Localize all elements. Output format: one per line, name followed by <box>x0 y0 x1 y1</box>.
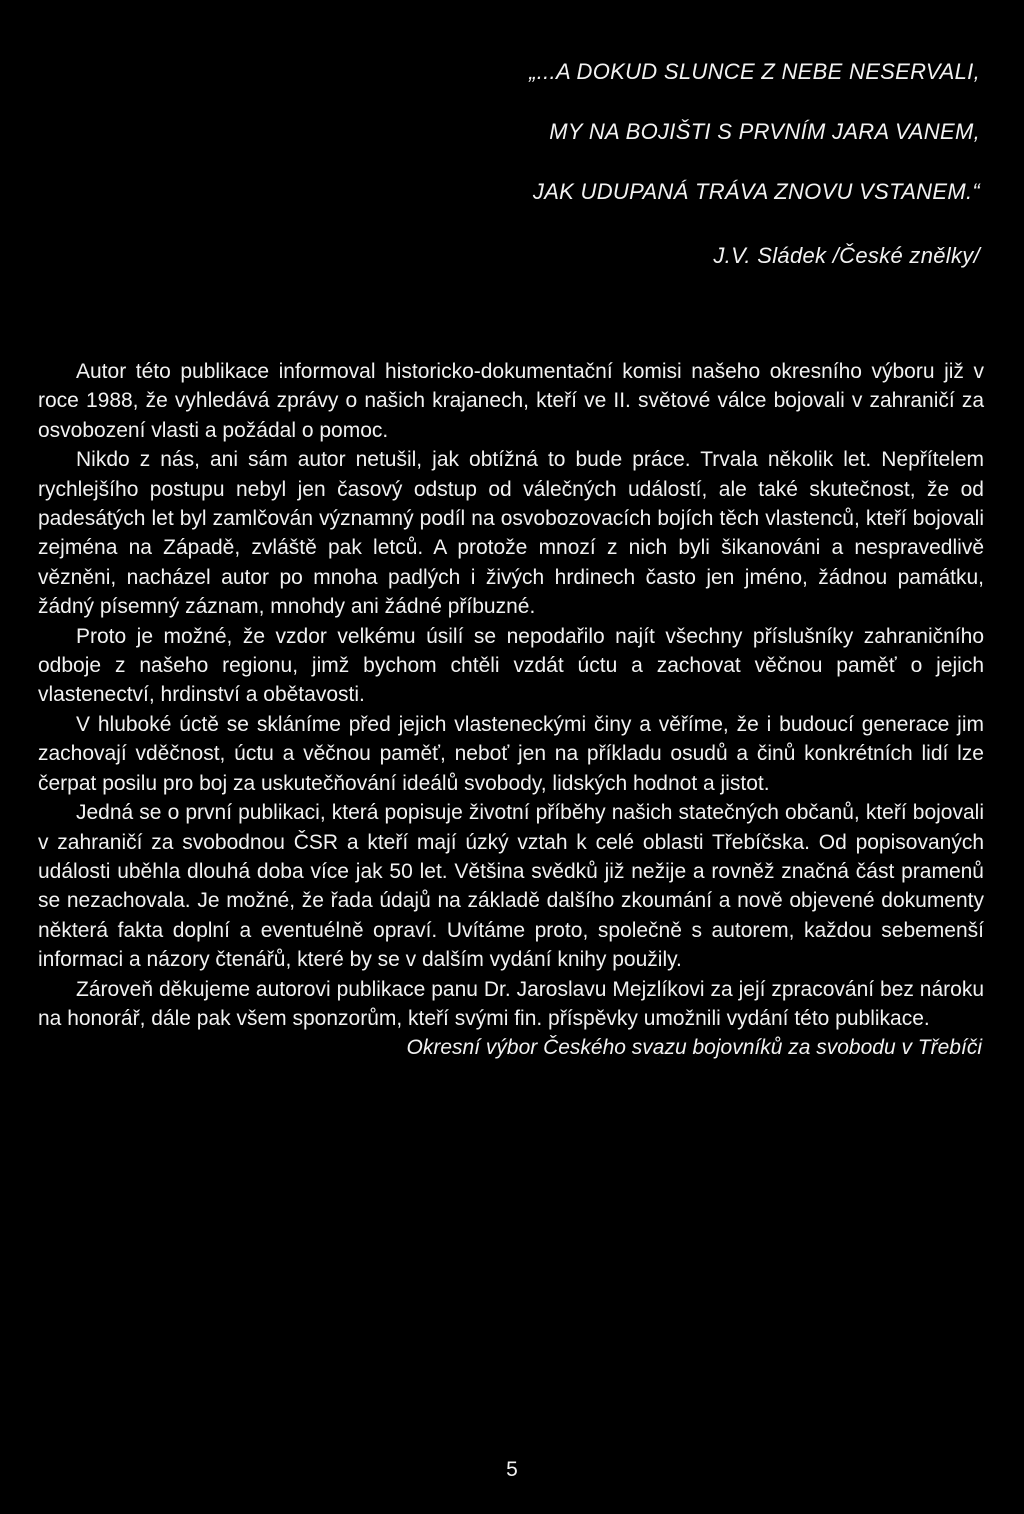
paragraph-5: Jedná se o první publikaci, která popisuje životní příběhy našich statečných občanů, kteří bojovali v zahraničí za svobodnou ČSR a kteří mají úzký vztah k celé oblasti Třebíčska. Od popisovaných události uběhla dlouhá doba více jak 50 let. Většina svědků již nežije a rovněž značná část pramenů se nezachovala. Je možné, že řada údajů na základě dalšího zkoumání a nově objevené dokumenty některá fakta doplní a eventuélně opraví. Uvítáme proto, společně s autorem, každou sebemenší informaci a názory čtenářů, které by se v dalším vydání knihy použily. <box>38 801 984 972</box>
paragraph-1: Autor této publikace informoval historicko-dokumentační komisi našeho okresního výboru již v roce 1988, že vyhledává zprávy o našich krajanech, kteří ve II. světové válce bojovali v zahraničí za osvobození vlasti a požádal o pomoc. <box>38 360 984 442</box>
motto-quote <box>420 42 980 286</box>
paragraph-6: Zároveň děkujeme autorovi publikace panu Dr. Jaroslavu Mejzlíkovi za její zpracování bez nároku na honorář, dále pak všem sponzorům, kteří svými fin. příspěvky umožnili vydání této publikace. <box>38 977 984 1030</box>
signature: Okresní výbor Českého svazu bojovníků za svobodu v Třebíči <box>406 1036 982 1060</box>
paragraph-3: Proto je možné, že vzdor velkému úsilí se nepodařilo najít všechny příslušníky zahraničního odboje z našeho regionu, jimž bychom chtěli vzdát úctu a zachovat věčnou paměť o jejich vlastenectví, hrdinství a obětavosti. <box>38 624 984 707</box>
page-number: 5 <box>506 1458 518 1481</box>
motto-author: J.V. Sládek /České znělky/ <box>713 243 980 268</box>
motto-line-3: JAK UDUPANÁ TRÁVA ZNOVU VSTANEM.“ <box>532 179 980 204</box>
paragraph-2: Nikdo z nás, ani sám autor netušil, jak obtížná to bude práce. Trvala několik let. Nepřítelem rychlejšího postupu nebyl jen časový odstup od válečných událostí, ale také skutečnost, že od padesátých let byl zamlčován významný podíl na osvobozovacích bojích těch vlastenců, kteří bojovali zejména na Západě, zvláště pak letců. A protože mnozí z nich byli šikanováni a nespravedlivě vězněni, nacházel autor po mnoha padlých i živých hrdinech často jen jméno, žádnou památku, žádný písemný záznam, mnohdy ani žádné příbuzné. <box>38 448 984 619</box>
foreword-body <box>38 357 984 1063</box>
motto-line-2: MY NA BOJIŠTI S PRVNÍM JARA VANEM, <box>549 119 980 144</box>
paragraph-4: V hluboké úctě se skláníme před jejich vlasteneckými činy a věříme, že i budoucí generace jim zachovají vděčnost, úctu a věčnou paměť, neboť jen na příkladu osudů a činů konkrétních lidí lze čerpat posilu pro boj za uskutečňování ideálů svobody, lidských hodnot a jistot. <box>38 712 984 795</box>
motto-line-1: „...A DOKUD SLUNCE Z NEBE NESERVALI, <box>529 59 980 84</box>
